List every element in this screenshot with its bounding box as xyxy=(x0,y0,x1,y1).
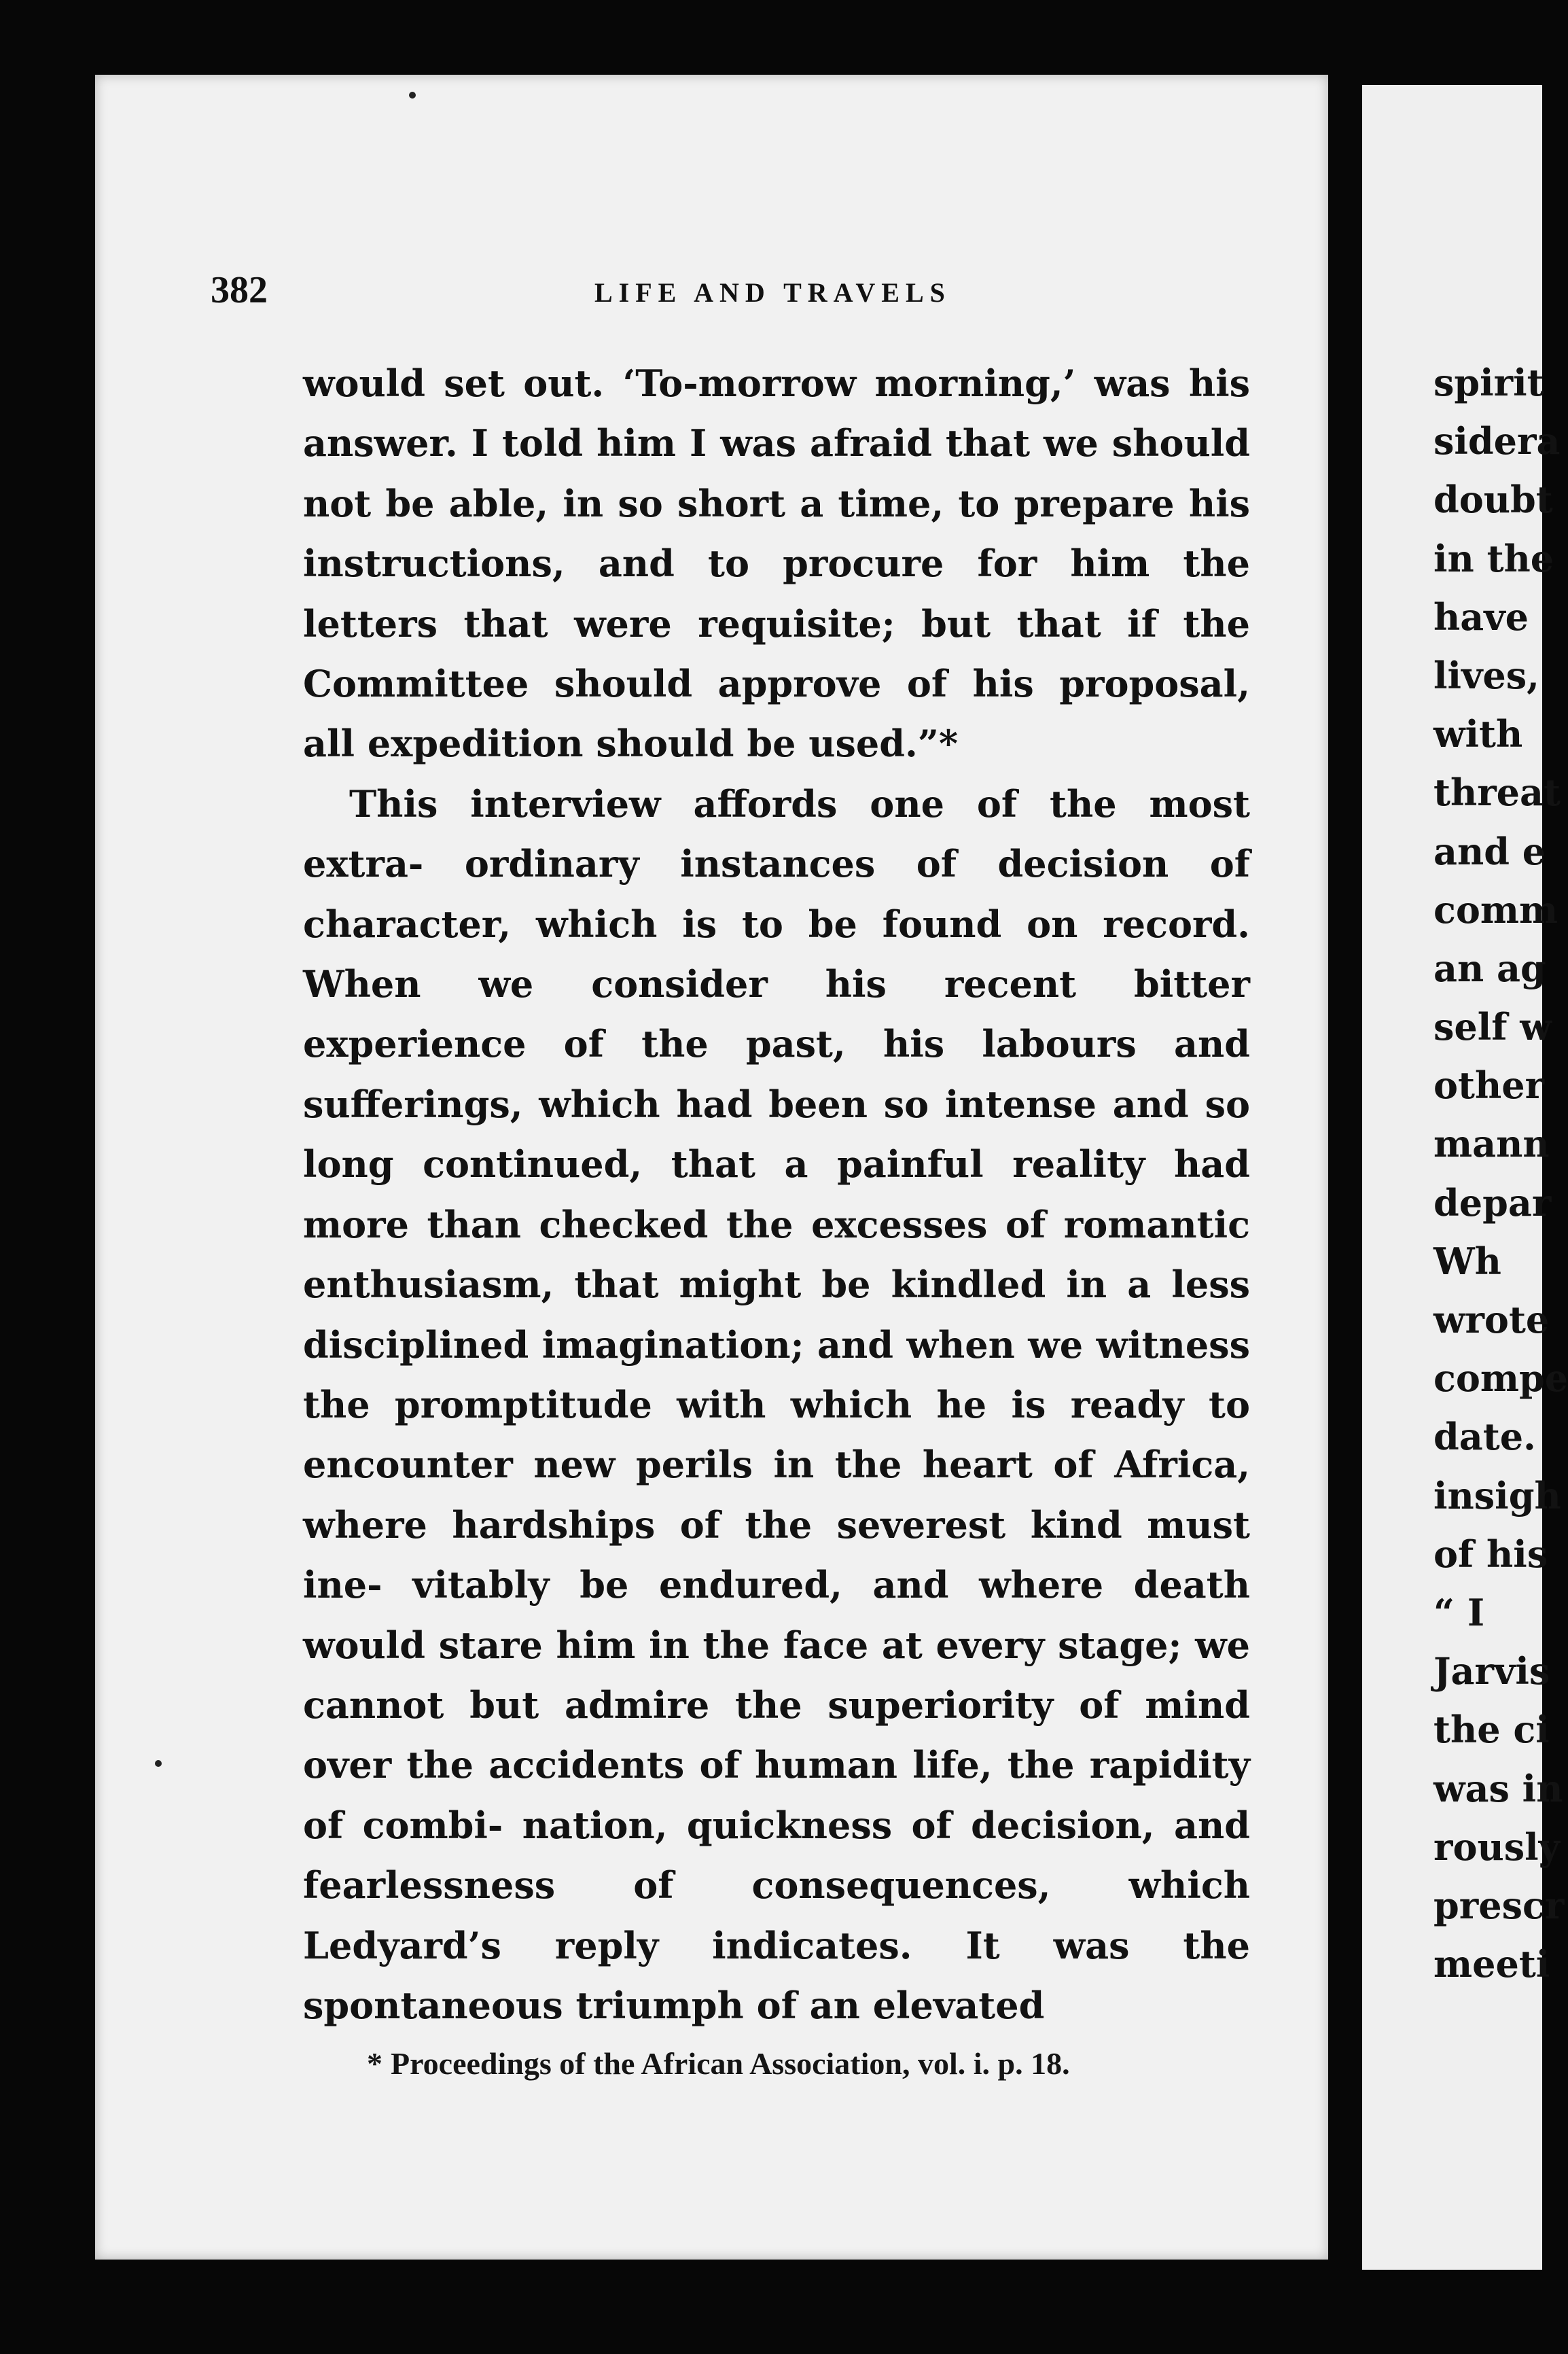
paragraph xyxy=(303,774,1250,2036)
facing-line: depar xyxy=(1433,1180,1552,1225)
text-line: consider his recent bitter experience of the past, xyxy=(303,962,1250,1066)
text-line: should be used.”* xyxy=(596,722,959,766)
text-line: not be able, in so short a time, to prepare his xyxy=(303,481,1250,525)
facing-line: have xyxy=(1433,595,1529,639)
text-line: vitably be endured, and where death would xyxy=(303,1563,1250,1667)
text-line: which is to be found on record. When we xyxy=(303,902,1250,1006)
running-title: LIFE AND TRAVELS xyxy=(594,277,951,308)
facing-line: other xyxy=(1433,1064,1545,1108)
text-line: instructions, and to procure for him the letters xyxy=(303,542,1250,646)
facing-line: “ I xyxy=(1433,1590,1485,1634)
facing-line: meeti xyxy=(1433,1942,1550,1986)
text-line: would set out. ‘To-morrow morning,’ was his xyxy=(303,362,1250,405)
paragraph xyxy=(303,353,1250,774)
page-number: 382 xyxy=(211,269,268,311)
facing-line: and e xyxy=(1433,829,1546,873)
text-line: consequences, which Ledyard’s reply indicates. xyxy=(303,1863,1250,1967)
text-line: reality had more than checked the excesses of xyxy=(303,1142,1250,1246)
text-line: his labours and sufferings, which had been so xyxy=(303,1022,1250,1126)
facing-line: wrote xyxy=(1433,1298,1550,1341)
facing-line: in the xyxy=(1433,536,1554,580)
facing-line: compe xyxy=(1433,1356,1568,1401)
facing-line: insigh xyxy=(1433,1473,1561,1517)
scan-speck xyxy=(155,1760,162,1767)
facing-line: date. xyxy=(1433,1415,1536,1459)
text-line: intense and so long continued, that a painful xyxy=(303,1082,1250,1187)
facing-line: self w xyxy=(1433,1005,1552,1049)
facing-line: Wh xyxy=(1433,1239,1501,1283)
text-line: nation, quickness of decision, and fearlessness of xyxy=(303,1803,1250,1908)
footnote-mark: * xyxy=(367,2046,382,2081)
text-line: romantic enthusiasm, that might be kindled in xyxy=(303,1202,1250,1307)
facing-line: doubt xyxy=(1433,478,1553,522)
facing-line: with xyxy=(1433,712,1523,756)
text-line: accidents of human life, the rapidity of combi- xyxy=(303,1743,1250,1847)
text-line: where hardships of the severest kind must ine- xyxy=(303,1503,1250,1607)
text-line: answer. I told him I was afraid that we should xyxy=(303,421,1250,465)
facing-line: spirit xyxy=(1433,361,1544,404)
text-line: to encounter new perils in the heart of Africa, xyxy=(303,1382,1250,1487)
facing-line: of his xyxy=(1433,1532,1548,1576)
facing-line: prescr xyxy=(1433,1883,1565,1927)
facing-line: Jarvis xyxy=(1433,1649,1550,1693)
facing-line: the ci xyxy=(1433,1708,1550,1752)
text-line: stare him in the face at every stage; we cannot xyxy=(303,1623,1250,1727)
text-line: should approve of his proposal, all expedition xyxy=(303,662,1250,766)
facing-line: mann xyxy=(1433,1122,1550,1166)
facing-line: sidera xyxy=(1433,419,1561,463)
facing-line: rously xyxy=(1433,1825,1561,1869)
scan-speck xyxy=(409,92,416,99)
text-line: This interview affords one of the most extra- xyxy=(303,781,1250,886)
text-line: but admire the superiority of mind over the xyxy=(303,1683,1250,1787)
running-head xyxy=(211,268,1260,323)
facing-line: comm xyxy=(1433,888,1558,932)
footnote-text: Proceedings of the African Association, vol. i. p. 18. xyxy=(391,2046,1070,2081)
body-text xyxy=(303,353,1250,2035)
text-line: a less disciplined imagination; and when we xyxy=(303,1263,1250,1367)
facing-line: lives, xyxy=(1433,653,1539,697)
facing-page-text xyxy=(1433,353,1568,1993)
facing-line: threat xyxy=(1433,771,1561,815)
text-line: It was the spontaneous triumph of an elevated xyxy=(303,1923,1250,2027)
text-line: witness the promptitude with which he is ready xyxy=(303,1322,1250,1426)
footnote xyxy=(367,2045,1070,2081)
facing-line: was in xyxy=(1433,1766,1563,1810)
facing-line: an ag xyxy=(1433,946,1546,990)
text-line: that were requisite; but that if the Committee xyxy=(303,601,1250,706)
text-line: ordinary instances of decision of character, xyxy=(303,842,1250,946)
